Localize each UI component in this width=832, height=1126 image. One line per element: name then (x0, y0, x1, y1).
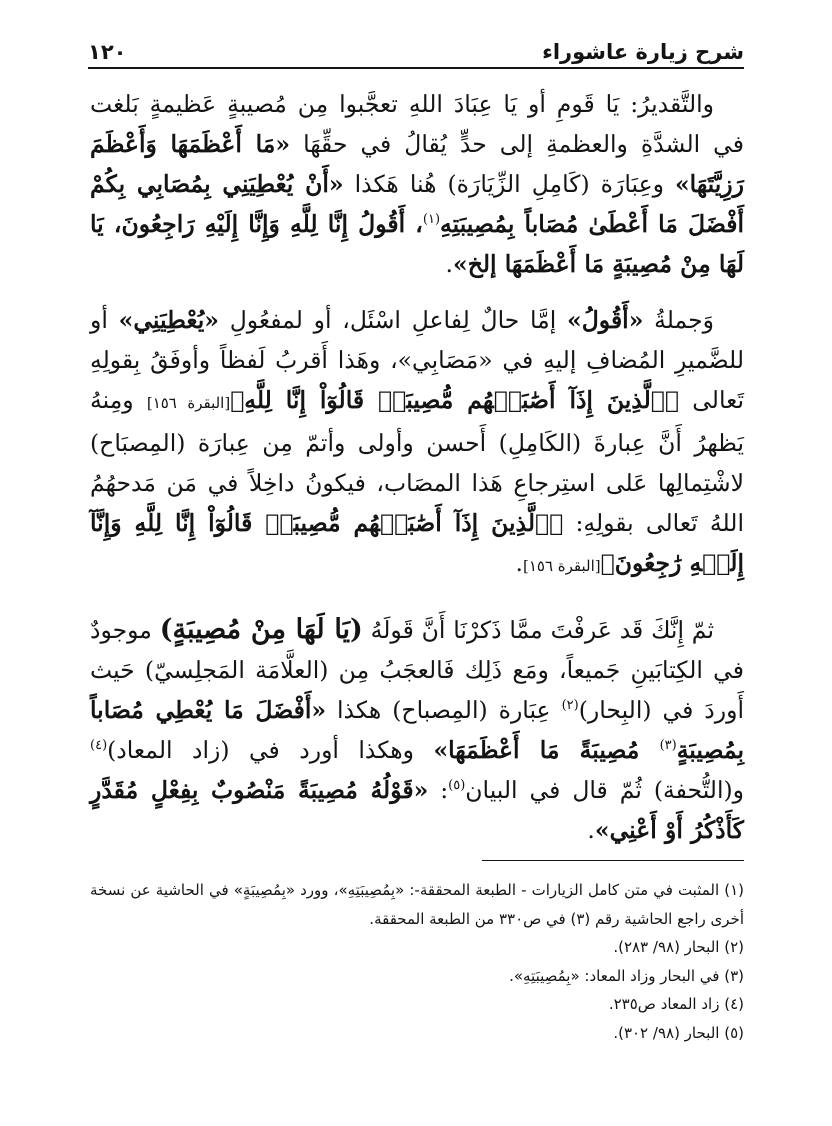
footnote-4: (٤) زاد المعاد ص٢٣٥. (608, 995, 744, 1013)
footnote-2: (٢) البحار (٩٨/ ٢٨٣). (613, 938, 744, 956)
text-span: عِبَارة (المِصباح) هكذا (326, 696, 562, 724)
text-span: والتَّقديرُ: يَا قَومِ أو يَا عِبَادَ اللهِ تعجَّبوا مِن مُصيبةٍ عَظيمةٍ بَلغت في الشدَّةِ والعظمةِ إلى حدٍّ يُقالُ في حقِّهَا (90, 90, 744, 158)
page-header (88, 30, 744, 64)
paragraph-2 (90, 300, 744, 586)
text-span: أو للضَّميرِ المُضافِ إليهِ في «مَصَابِي»، وهَذا أَقربُ لَفظاً وأوفَقُ بِقولِهِ تَعالى (90, 306, 744, 414)
book-title: شرح زيارة عاشوراء (542, 40, 744, 64)
text-span: . (515, 549, 523, 577)
footnote-divider (482, 860, 744, 861)
text-span: موجودٌ في الكِتابَينِ جَميعاً، ومَع ذَلِك فَالعجَبُ مِن (العلَّامَة المَجلِسيّ) حَيث أَوردَ في (البِحار) (90, 616, 744, 724)
paragraph-3 (90, 610, 744, 850)
quote: «أَقُولُ» (567, 306, 644, 334)
paragraph-1 (90, 84, 744, 284)
text-span: وعِبَارَة (كَامِلِ الزِّيَارَة) هُنا هَكذا (343, 170, 675, 198)
quote: «قَوْلُهُ مُصِيبَةً مَنْصُوبٌ بِفِعْلٍ مُقَدَّرٍ كَأَذْكُرُ أَوْ أَعْنِي» (90, 776, 744, 844)
text-span: ومِنهُ يَظهرُ أَنَّ عِبارةَ (الكَامِلِ) أَحسن وأولى وأتمّ مِن عِبارَة (المِصبَاح) لاشْتِمالِها عَلى استِرجاعِ هَذا المصَاب، فيكونُ داخِلاً في مَن مَدحهُمُ اللهُ تَعالى بقولِهِ: (90, 386, 744, 537)
footnote-3: (٣) في البحار وزاد المعاد: «بِمُصِيبَتِهِ». (509, 966, 744, 985)
verse-reference: [البقرة ١٥٦] (522, 557, 601, 575)
quran-verse: ﴿ٱلَّذِينَ إِذَآ أَصَٰبَتۡهُم مُّصِيبَةٞ قَالُوٓاْ إِنَّا لِلَّهِ﴾ (230, 386, 679, 414)
footnote-marker[interactable]: (٤) (90, 738, 108, 754)
text-span: وهكذا أورد في (زاد المعاد) (107, 736, 434, 764)
page-number: ١٢٠ (88, 40, 127, 64)
header-divider (88, 67, 744, 69)
text-span: : (428, 776, 449, 804)
text-span: . (587, 816, 595, 844)
quote: مُصِيبَةً مَا أَعْظَمَهَا» (433, 736, 660, 764)
footnotes (90, 876, 744, 1047)
main-text (90, 84, 744, 866)
text-span: ثمّ إِنَّكَ قَد عَرفْتَ ممَّا ذَكرْنَا أَنَّ قَولَهُ (362, 616, 714, 644)
quote: «مَا أَعْظَمَهَا وَأَعْظَمَ رَزِيَّتَهَا» (90, 130, 744, 198)
quote: ، أَقُولُ إِنَّا لِلَّهِ وَإِنَّا إِلَيْهِ رَاجِعُونَ، يَا لَهَا مِنْ مُصِيبَةٍ مَا أَعْظَمَهَا إلخ» (90, 210, 744, 278)
footnote-marker[interactable]: (٢) (561, 698, 579, 714)
footnote-5: (٥) البحار (٩٨/ ٣٠٢). (613, 1023, 744, 1042)
text-span: و(التُّحفة) ثُمّ قال في البيان (465, 776, 744, 804)
quran-verse: ﴿ٱلَّذِينَ إِذَآ أَصَٰبَتۡهُم مُّصِيبَةٞ قَالُوٓاْ إِنَّا لِلَّهِ وَإِنَّآ إِلَيۡهِ رَٰجِعُونَ﴾ (90, 509, 744, 577)
verse-reference: [البقرة ١٥٦] (146, 394, 231, 412)
footnote-marker[interactable]: (١) (422, 212, 441, 228)
footnote-marker[interactable]: (٣) (659, 738, 677, 754)
text-span: وَجملةُ (643, 306, 714, 334)
footnote-marker[interactable]: (٥) (448, 778, 466, 794)
quote: «أَفْضَلَ مَا يُعْطِي مُصَاباً بِمُصِيبَةٍ (90, 696, 744, 764)
quote: «يُعْطِيَنِي» (118, 306, 219, 334)
text-span: . (445, 250, 453, 278)
footnote-1: (١) المثبت في متن كامل الزيارات - الطبعة المحققة-: «بِمُصِيبَتِهِ»، وورد «بِمُصِيبَةٍ» في الحاشية عن نسخة أخرى راجع الحاشية رقم (٣) في ص٣٣٠ من الطبعة المحققة. (90, 881, 744, 928)
highlighted-phrase: (يَا لَهَا مِنْ مُصِيبَةٍ) (159, 614, 363, 645)
quote: «أَنْ يُعْطِيَنِي بِمُصَابِي بِكُمْ أَفْضَلَ مَا أَعْطَىٰ مُصَاباً بِمُصِيبَتِهِ (90, 170, 744, 238)
text-span: إمَّا حالٌ لِفاعلِ اسْئَل، أو لمفعُولِ (218, 306, 568, 334)
